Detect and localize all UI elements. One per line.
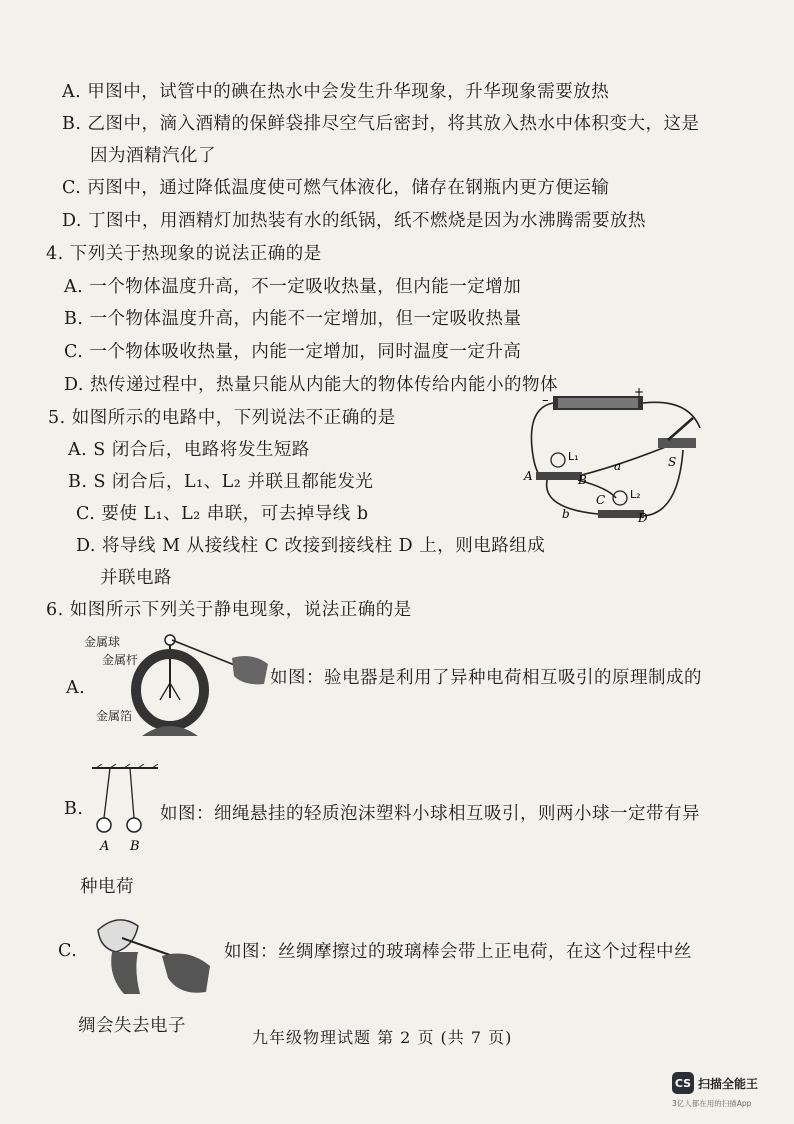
q3-option-c: C. 丙图中，通过降低温度使可燃气体液化，储存在钢瓶内更方便运输 xyxy=(62,178,610,198)
q5-option-d-line1: D. 将导线 M 从接线柱 C 改接到接线柱 D 上，则电路组成 xyxy=(76,536,546,556)
terminal-d-label: D xyxy=(638,511,648,525)
q6-option-c-text-line1: 如图：丝绸摩擦过的玻璃棒会带上正电荷，在这个过程中丝 xyxy=(224,942,692,962)
circuit-diagram xyxy=(518,388,748,538)
q5-option-a: A. S 闭合后，电路将发生短路 xyxy=(68,440,310,460)
scanner-watermark xyxy=(672,1070,784,1114)
left-hand-icon xyxy=(111,952,140,994)
page-footer: 九年级物理试题 第 2 页 (共 7 页) xyxy=(252,1028,513,1047)
lamp-l1-base xyxy=(536,472,582,480)
battery-plus-label: + xyxy=(634,388,645,399)
terminal-b-label: B xyxy=(578,473,587,487)
terminal-c-label: C xyxy=(596,493,606,507)
ball-a-label: A xyxy=(100,839,110,854)
q3-option-a: A. 甲图中，试管中的碘在热水中会发生升华现象，升华现象需要放热 xyxy=(62,82,610,102)
q5-option-d-line2: 并联电路 xyxy=(100,568,172,588)
q4-option-c: C. 一个物体吸收热量，内能一定增加，同时温度一定升高 xyxy=(64,342,522,362)
silk-icon xyxy=(98,920,138,952)
wire-a-label: a xyxy=(614,459,622,473)
ball-b-label: B xyxy=(130,839,140,854)
q4-option-b: B. 一个物体温度升高，内能不一定增加，但一定吸收热量 xyxy=(64,309,522,329)
wire-b-label: b xyxy=(562,507,570,521)
q6-stem: 6. 如图所示下列关于静电现象，说法正确的是 xyxy=(46,600,412,620)
q6-option-a-text: 如图：验电器是利用了异种电荷相互吸引的原理制成的 xyxy=(270,668,702,688)
q6-option-a-letter: A. xyxy=(66,678,86,698)
camscanner-logo-icon: CS xyxy=(672,1072,694,1094)
hanging-balls-figure xyxy=(90,764,160,854)
q4-stem: 4. 下列关于热现象的说法正确的是 xyxy=(46,244,322,264)
switch-label: S xyxy=(668,455,677,469)
q6-option-b-text-line2: 种电荷 xyxy=(80,877,134,897)
q6-option-b-text-line1: 如图：细绳悬挂的轻质泡沫塑料小球相互吸引，则两小球一定带有异 xyxy=(160,804,700,824)
q3-option-b-line2: 因为酒精汽化了 xyxy=(90,146,216,166)
hand-icon xyxy=(232,656,268,684)
q6-option-b-letter: B. xyxy=(64,799,84,819)
q4-option-a: A. 一个物体温度升高，不一定吸收热量，但内能一定增加 xyxy=(64,277,522,297)
ball-b-icon xyxy=(127,818,141,832)
ball-a-icon xyxy=(97,818,111,832)
q6-option-c-letter: C. xyxy=(58,941,78,961)
lamp-l2-label: L₂ xyxy=(630,488,641,501)
q3-option-d: D. 丁图中，用酒精灯加热装有水的纸锅，纸不燃烧是因为水沸腾需要放热 xyxy=(62,211,647,231)
label-metal-rod: 金属杆 xyxy=(102,653,139,667)
silk-rubbing-figure xyxy=(88,912,216,1000)
terminal-a-label: A xyxy=(524,469,533,483)
q4-option-d: D. 热传递过程中，热量只能从内能大的物体传给内能小的物体 xyxy=(64,375,559,395)
battery-minus-label: – xyxy=(542,393,549,408)
lamp-l1-icon xyxy=(551,453,565,467)
q5-stem: 5. 如图所示的电路中，下列说法不正确的是 xyxy=(48,408,396,428)
q5-option-c: C. 要使 L₁、L₂ 串联，可去掉导线 b xyxy=(76,504,369,524)
q5-option-b: B. S 闭合后，L₁、L₂ 并联且都能发光 xyxy=(68,472,374,492)
switch-icon xyxy=(658,438,696,448)
watermark-tagline: 3亿人都在用的扫描App xyxy=(672,1099,752,1108)
q3-option-b-line1: B. 乙图中，滴入酒精的保鲜袋排尽空气后密封，将其放入热水中体积变大，这是 xyxy=(62,114,700,134)
right-hand-icon xyxy=(162,954,210,993)
label-metal-foil: 金属箔 xyxy=(96,709,133,723)
q6-option-c-text-line2: 绸会失去电子 xyxy=(78,1016,186,1036)
watermark-name: 扫描全能王 xyxy=(698,1077,759,1091)
label-metal-ball: 金属球 xyxy=(84,635,121,649)
lamp-l1-label: L₁ xyxy=(568,450,579,463)
